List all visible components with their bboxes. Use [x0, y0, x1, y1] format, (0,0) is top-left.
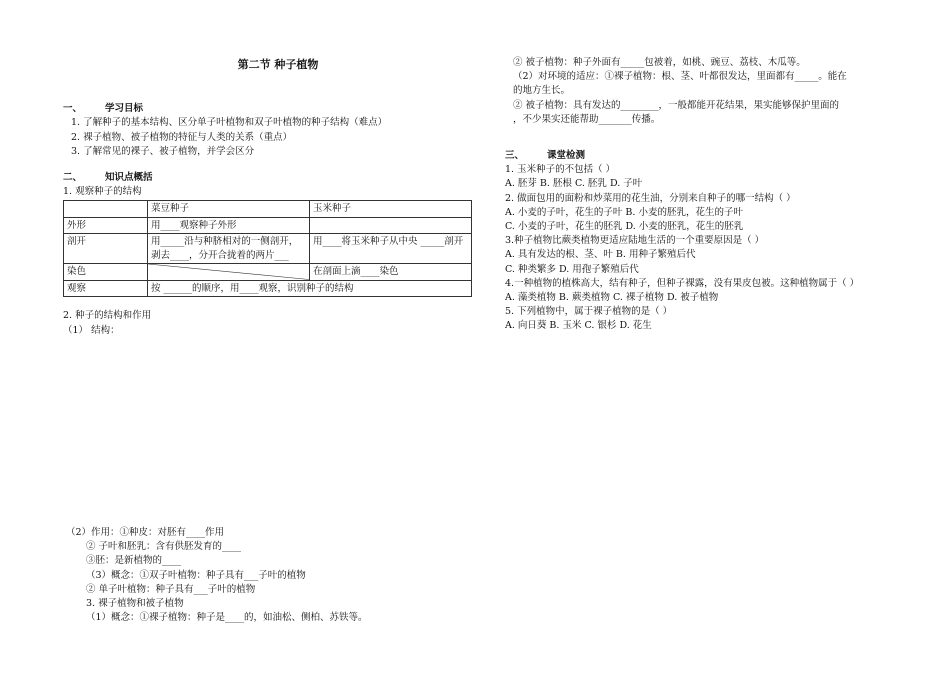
table-row-label: 剖开 — [64, 234, 148, 264]
table-cell: 按 ______的顺序，用____观察，识别种子的结构 — [148, 280, 472, 297]
section-number: 二、 — [63, 172, 83, 184]
content-line: ，不少果实还能帮助_______传播。 — [513, 113, 661, 125]
content-line: （2）对环境的适应：①裸子植物：根、茎、叶都很发达，里面都有_____。能在 — [513, 71, 847, 83]
function-line: ② 子叶和胚乳：含有供胚发育的____ — [86, 541, 242, 553]
table-cell: 在剖面上滴____染色 — [310, 264, 472, 281]
function-line: （3）概念：①双子叶植物：种子具有___子叶的植物 — [86, 569, 306, 581]
section-heading: 知识点概括 — [105, 172, 153, 184]
left-column — [63, 58, 473, 338]
function-line: （2）作用：①种皮：对胚有____作用 — [66, 527, 225, 538]
goal-item: 2. 裸子植物、被子植物的特征与人类的关系（重点） — [71, 131, 293, 143]
table-row-label: 外形 — [64, 217, 148, 234]
quiz-line: A. 具有发达的根、茎、叶 B. 用种子繁殖后代 — [505, 249, 696, 261]
function-line: ③胚：是新植物的____ — [86, 555, 182, 567]
quiz-line: 3.种子植物比蕨类植物更适应陆地生活的一个重要原因是（ ） — [505, 235, 765, 247]
quiz-line: 5. 下列植物中，属于裸子植物的是（ ） — [505, 306, 673, 318]
function-line: 3. 裸子植物和被子植物 — [86, 598, 184, 610]
function-line: ② 单子叶植物：种子具有___子叶的植物 — [86, 583, 256, 595]
page-title: 第二节 种子植物 — [237, 58, 319, 71]
quiz-line: A. 小麦的子叶，花生的子叶 B. 小麦的胚乳，花生的子叶 — [505, 206, 743, 218]
quiz-line: C. 种类繁多 D. 用孢子繁殖后代 — [505, 263, 639, 275]
section-knowledge-heading — [63, 171, 473, 185]
functions-block — [66, 526, 476, 625]
right-column — [505, 56, 905, 334]
table-row — [64, 280, 472, 297]
table-cell: 用____观察种子外形 — [148, 217, 310, 234]
quiz-line: A. 向日葵 B. 玉米 C. 银杉 D. 花生 — [505, 320, 652, 332]
diagonal-line — [148, 264, 309, 280]
table-header-cell: 菜豆种子 — [148, 201, 310, 218]
table-header-cell: 玉米种子 — [310, 201, 472, 218]
table-header-row — [64, 201, 472, 218]
function-line: （1）概念：①裸子植物：种子是____的，如油松、侧柏、苏铁等。 — [86, 612, 368, 624]
seed-observation-table — [63, 200, 472, 297]
table-cell: 用____将玉米种子从中央 _____剖开 — [310, 234, 472, 264]
subsection-title: 2. 种子的结构和作用 — [63, 310, 152, 322]
quiz-line: A. 胚芽 B. 胚根 C. 胚乳 D. 子叶 — [505, 178, 643, 190]
goal-item: 3. 了解常见的裸子、被子植物，并学会区分 — [71, 145, 255, 157]
table-cell — [310, 217, 472, 234]
quiz-line: 1. 玉米种子的不包括（ ） — [505, 164, 616, 176]
section-heading: 学习目标 — [105, 103, 144, 115]
content-line: ② 被子植物：种子外面有_____包被着，如桃、豌豆、荔枝、木瓜等。 — [513, 57, 806, 68]
table-row — [64, 264, 472, 281]
content-line: 的地方生长。 — [513, 85, 571, 97]
quiz-line: 2. 做面包用的面粉和炒菜用的花生油，分别来自种子的哪一结构（ ） — [505, 192, 796, 204]
section-number: 三、 — [505, 150, 525, 162]
quiz-line: A. 藻类植物 B. 蕨类植物 C. 裸子植物 D. 被子植物 — [505, 292, 719, 304]
table-row-label: 观察 — [64, 280, 148, 297]
section-quiz-heading — [505, 149, 905, 163]
subsection-item: （1） 结构： — [63, 324, 120, 336]
table-row-label: 染色 — [64, 264, 148, 281]
subsection-title: 1. 观察种子的结构 — [63, 186, 142, 198]
section-goals-heading — [63, 102, 473, 116]
section-number: 一、 — [63, 103, 83, 115]
table-row — [64, 234, 472, 264]
table-cell: 用_____沿与种脐相对的一侧剖开，剥去____，分开合拢着的两片___ — [148, 234, 310, 264]
goal-item: 1. 了解种子的基本结构、区分单子叶植物和双子叶植物的种子结构（难点） — [71, 117, 388, 129]
table-row — [64, 217, 472, 234]
content-line: ② 被子植物：具有发达的________，一般都能开花结果，果实能够保护里面的 — [513, 99, 840, 111]
table-header-cell — [64, 201, 148, 218]
quiz-line: C. 小麦的子叶，花生的胚乳 D. 小麦的胚乳，花生的胚乳 — [505, 221, 744, 233]
quiz-line: 4.一种植物的植株高大，结有种子，但种子裸露，没有果皮包被。这种植物属于（ ） — [505, 277, 860, 289]
section-heading: 课堂检测 — [547, 150, 586, 162]
table-cell-diagonal — [148, 264, 310, 281]
